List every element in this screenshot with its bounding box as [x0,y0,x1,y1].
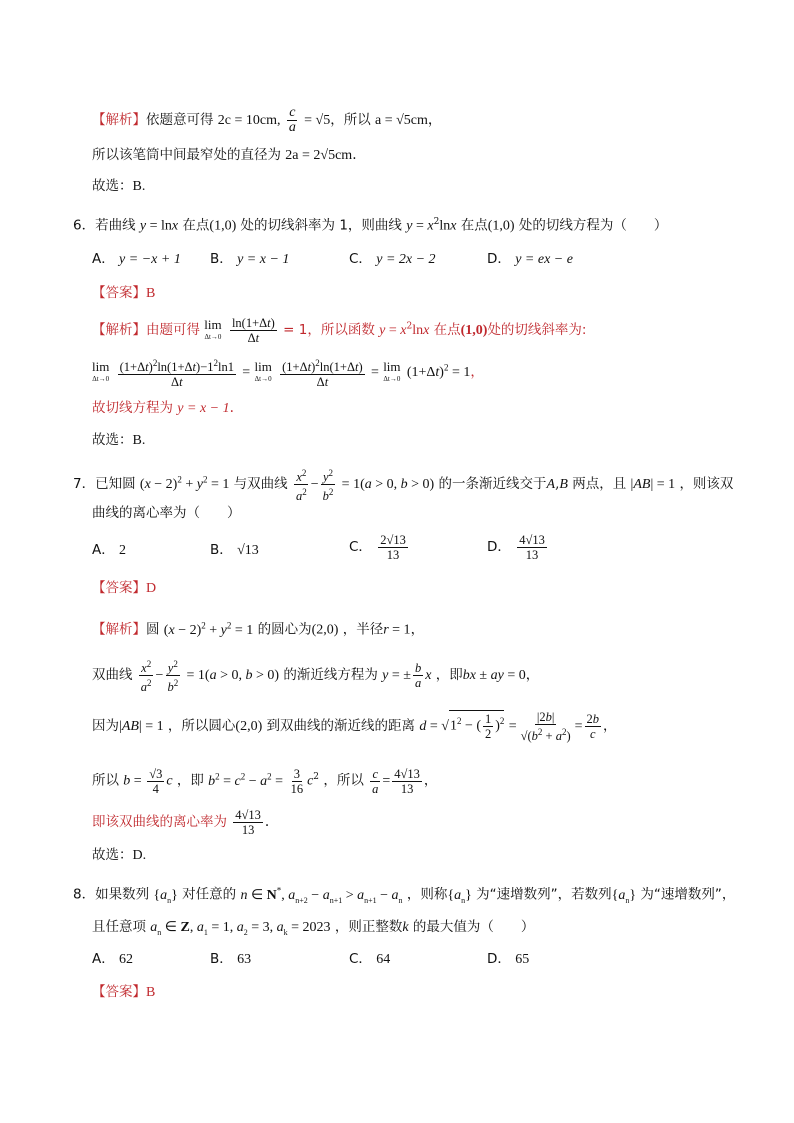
q6-analysis-limit-eq: lim Δt→0 $\frac{(1+\Delta t)^2\ln(1+\Delta t)-1^2\ln 1}{\Delta t}$ = lim Δt→0 $\frac{(1+\Delta t)^2\ln(1+\Delta t)}{\Delta t}$ = lim Δt→0 $(1+\Delta t)^2 = 1$， [92,358,484,390]
q6-analysis-line1: 【解析】由题可得 lim Δt→0 $\frac{\ln(1+\Delta t)}{\Delta t}$ = 1，所以函数 $y = x^2\ln x$ 在点(1,0)处的切线斜率为: [92,316,587,345]
q5-analysis-line2: 所以该笔筒中间最窄处的直径为 2a = 2√5cm. [92,147,357,163]
q6-option-a[interactable]: A． y = −x + 1 [92,251,181,267]
q6-stem: 6．若曲线 y = lnx 在点(1,0) 处的切线斜率为 1，则曲线 $y = x^2\ln x$ 在点(1,0) 处的切线方程为（ ） [73,217,668,234]
q7-option-a[interactable]: A． 2 [92,542,127,558]
q8-option-c[interactable]: C． 64 [349,951,391,967]
q6-analysis-line3: 故切线方程为 y = x − 1. [92,400,234,416]
q7-analysis-line4: 所以 b = $\frac{√3}{4}$ c ，即 $b^2 = c^2 - a^2$ = $\frac{3}{16}$ $c^2$ ，所以 $\frac{c}{a}$ = $\frac{4√13}{13}$ ， [92,766,438,796]
q6-option-c[interactable]: C． y = 2x − 2 [349,251,436,267]
q7-analysis-line3: 因为|AB| = 1 ，所以圆心(2,0) 到双曲线的渐近线的距离 $d = √1^2$ − ( $\frac{1}{2}$ )$^2$ = $\frac{|2b|}{√(b^2 + a^2)}$ = $\frac{2b}{c}$ ， [92,710,617,744]
q8-stem: 8．如果数列 $\{a_n\}$ 对任意的 n ∈ N*, $a_{n+2} - a_{n+1} > a_{n+1} - a_n$ ，则称$\{a_n\}$ 为“速增数列”，若数列$\{a_n\}$ 为“速增数列”， [73,885,736,905]
q7-answer-line: 【答案】D [92,580,157,596]
q7-stem-line2: 曲线的离心率为（ ） [92,505,241,521]
q7-stem: 7．已知圆 $(x - 2)^2 + y^2 = 1$ 与双曲线 $\frac{x^2}{a^2}$ − $\frac{y^2}{b^2}$ = 1(a > 0, b > 0) 的一条渐近线交于A,B 两点，且 |AB| = 1 ，则该双 [73,468,734,504]
q6-answer-line: 【答案】B [92,285,156,301]
q7-option-c[interactable]: C． $\frac{2√13}{13}$ [349,533,406,562]
q6-choose-line: 故选：B. [92,432,146,448]
q5-choose-line: 故选：B. [92,178,146,194]
q5-analysis-line1: 【解析】依题意可得 2c = 10cm, $\frac{c}{a}$ = √5，所以 a = √5cm， [92,105,442,135]
q7-option-d[interactable]: D． $\frac{4√13}{13}$ [487,533,545,562]
q6-option-b[interactable]: B． y = x − 1 [210,251,290,267]
q8-option-d[interactable]: D． 65 [487,951,530,967]
q7-analysis-line5: 即该双曲线的离心率为 $\frac{4√13}{13}$ . [92,808,270,837]
q8-answer-line: 【答案】B [92,984,156,1000]
q8-option-b[interactable]: B． 63 [210,951,252,967]
q7-analysis-line2: 双曲线 $\frac{x^2}{a^2}$ − $\frac{y^2}{b^2}$ = 1(a > 0, b > 0) 的渐近线方程为 y = ± $\frac{b}{a}$ x ，即bx ± ay = 0， [92,659,540,695]
q6-option-d[interactable]: D． y = ex − e [487,251,573,267]
analysis-label: 【解析】 [92,112,146,128]
q8-option-a[interactable]: A． 62 [92,951,134,967]
q7-analysis-line1: 【解析】圆 $(x - 2)^2 + y^2 = 1$ 的圆心为(2,0) ，半径r = 1， [92,620,425,638]
q7-option-b[interactable]: B． √13 [210,542,259,558]
q7-choose-line: 故选：D. [92,847,147,863]
q8-stem-line2: 且任意项 $a_n$ ∈ Z, $a_1 = 1$, $a_2 = 3$, $a_k = 2023$ ，则正整数k 的最大值为（ ） [92,919,535,937]
